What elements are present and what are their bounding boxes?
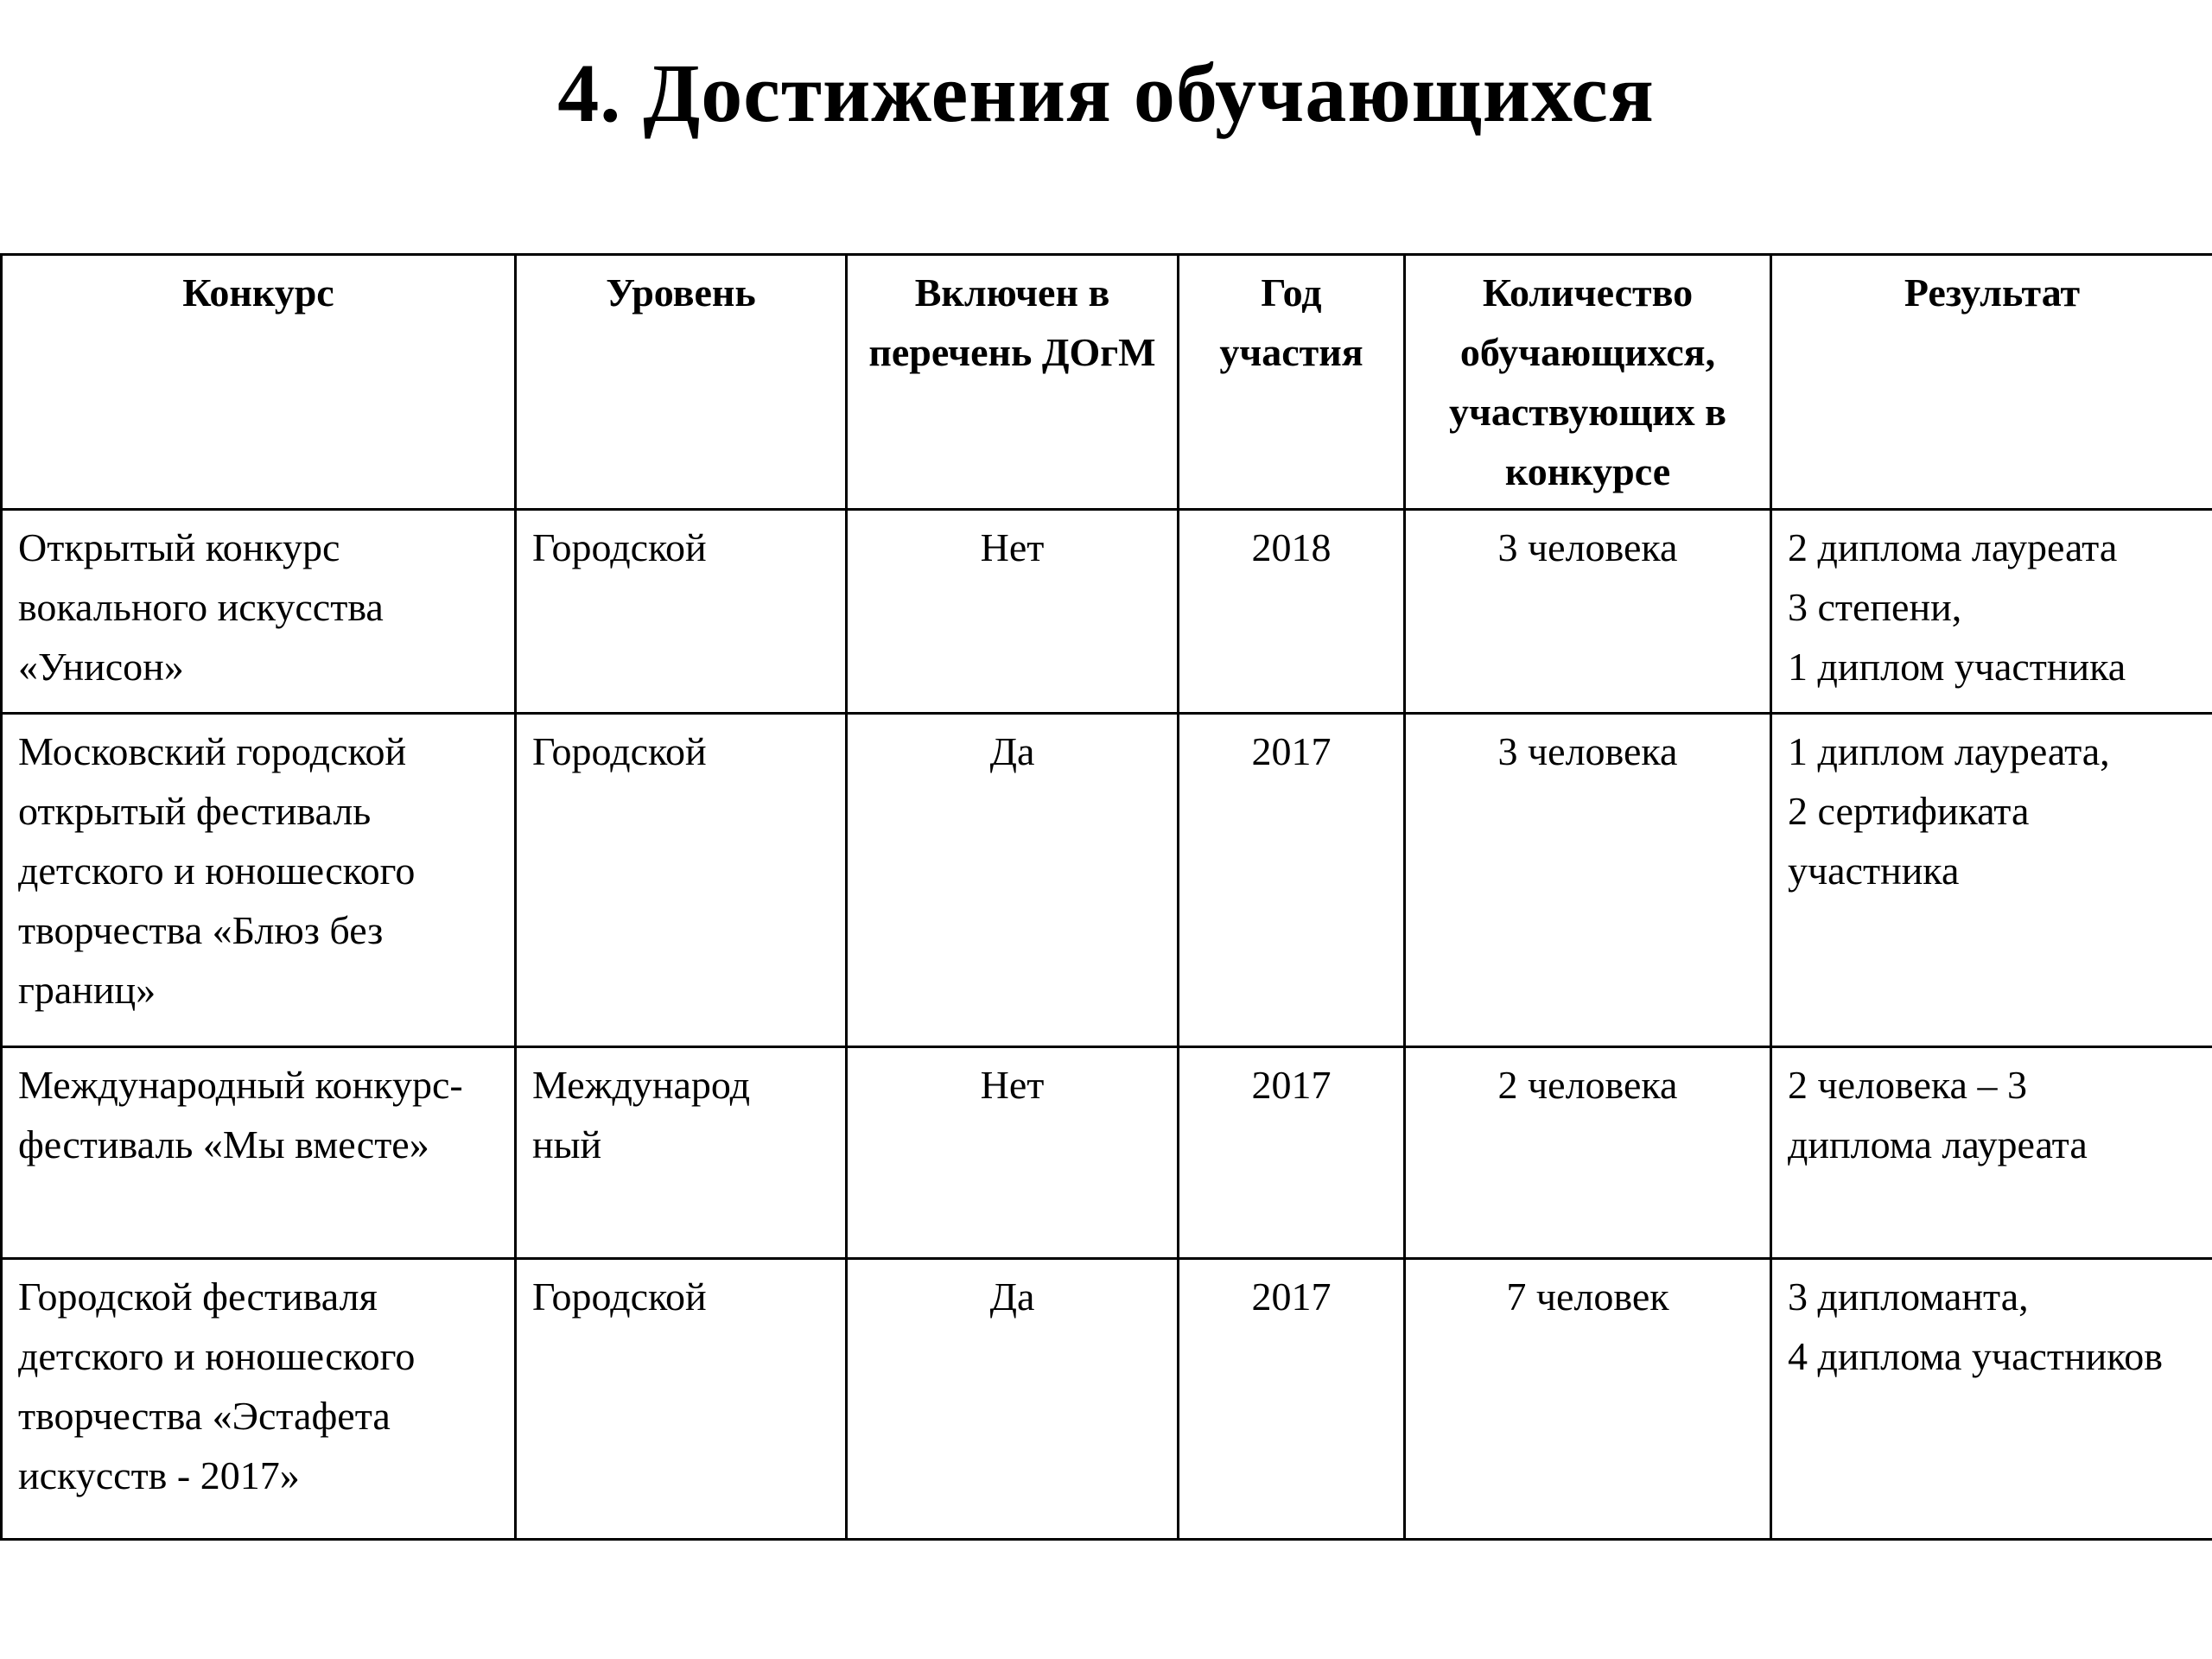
cell-count: 3 человека: [1405, 714, 1771, 1047]
table-row: [2, 1259, 2212, 1540]
cell-year: 2017: [1179, 714, 1405, 1047]
cell-contest: Городской фестиваля детского и юношеского творчества «Эстафета искусств - 2017»: [2, 1259, 516, 1540]
cell-contest: Международный конкурс-фестиваль «Мы вместе»: [2, 1047, 516, 1259]
cell-count: 7 человек: [1405, 1259, 1771, 1540]
cell-included: Да: [847, 1259, 1179, 1540]
cell-included: Да: [847, 714, 1179, 1047]
header-contest: Конкурс: [2, 255, 516, 510]
header-count: Количество обучающихся, участвующих в конкурсе: [1405, 255, 1771, 510]
header-result: Результат: [1771, 255, 2212, 510]
cell-contest: Московский городской открытый фестиваль детского и юношеского творчества «Блюз без границ»: [2, 714, 516, 1047]
header-year: Год участия: [1179, 255, 1405, 510]
table-row: [2, 1047, 2212, 1259]
cell-level: Городской: [516, 510, 847, 714]
table-row: [2, 510, 2212, 714]
header-included: Включен в перечень ДОгМ: [847, 255, 1179, 510]
cell-contest: Открытый конкурс вокального искусства «Унисон»: [2, 510, 516, 714]
cell-year: 2017: [1179, 1259, 1405, 1540]
cell-result: 3 дипломанта, 4 диплома участников: [1771, 1259, 2212, 1540]
cell-year: 2017: [1179, 1047, 1405, 1259]
cell-count: 2 человека: [1405, 1047, 1771, 1259]
cell-included: Нет: [847, 1047, 1179, 1259]
cell-year: 2018: [1179, 510, 1405, 714]
cell-level: Международ ный: [516, 1047, 847, 1259]
table-header-row: [2, 255, 2212, 510]
cell-result: 1 диплом лауреата, 2 сертификата участника: [1771, 714, 2212, 1047]
achievements-table: [0, 253, 2212, 1541]
cell-included: Нет: [847, 510, 1179, 714]
cell-result: 2 диплома лауреата 3 степени, 1 диплом участника: [1771, 510, 2212, 714]
table-row: [2, 714, 2212, 1047]
cell-level: Городской: [516, 1259, 847, 1540]
cell-level: Городской: [516, 714, 847, 1047]
page-title: 4. Достижения обучающихся: [557, 47, 1655, 139]
cell-count: 3 человека: [1405, 510, 1771, 714]
header-level: Уровень: [516, 255, 847, 510]
cell-result: 2 человека – 3 диплома лауреата: [1771, 1047, 2212, 1259]
